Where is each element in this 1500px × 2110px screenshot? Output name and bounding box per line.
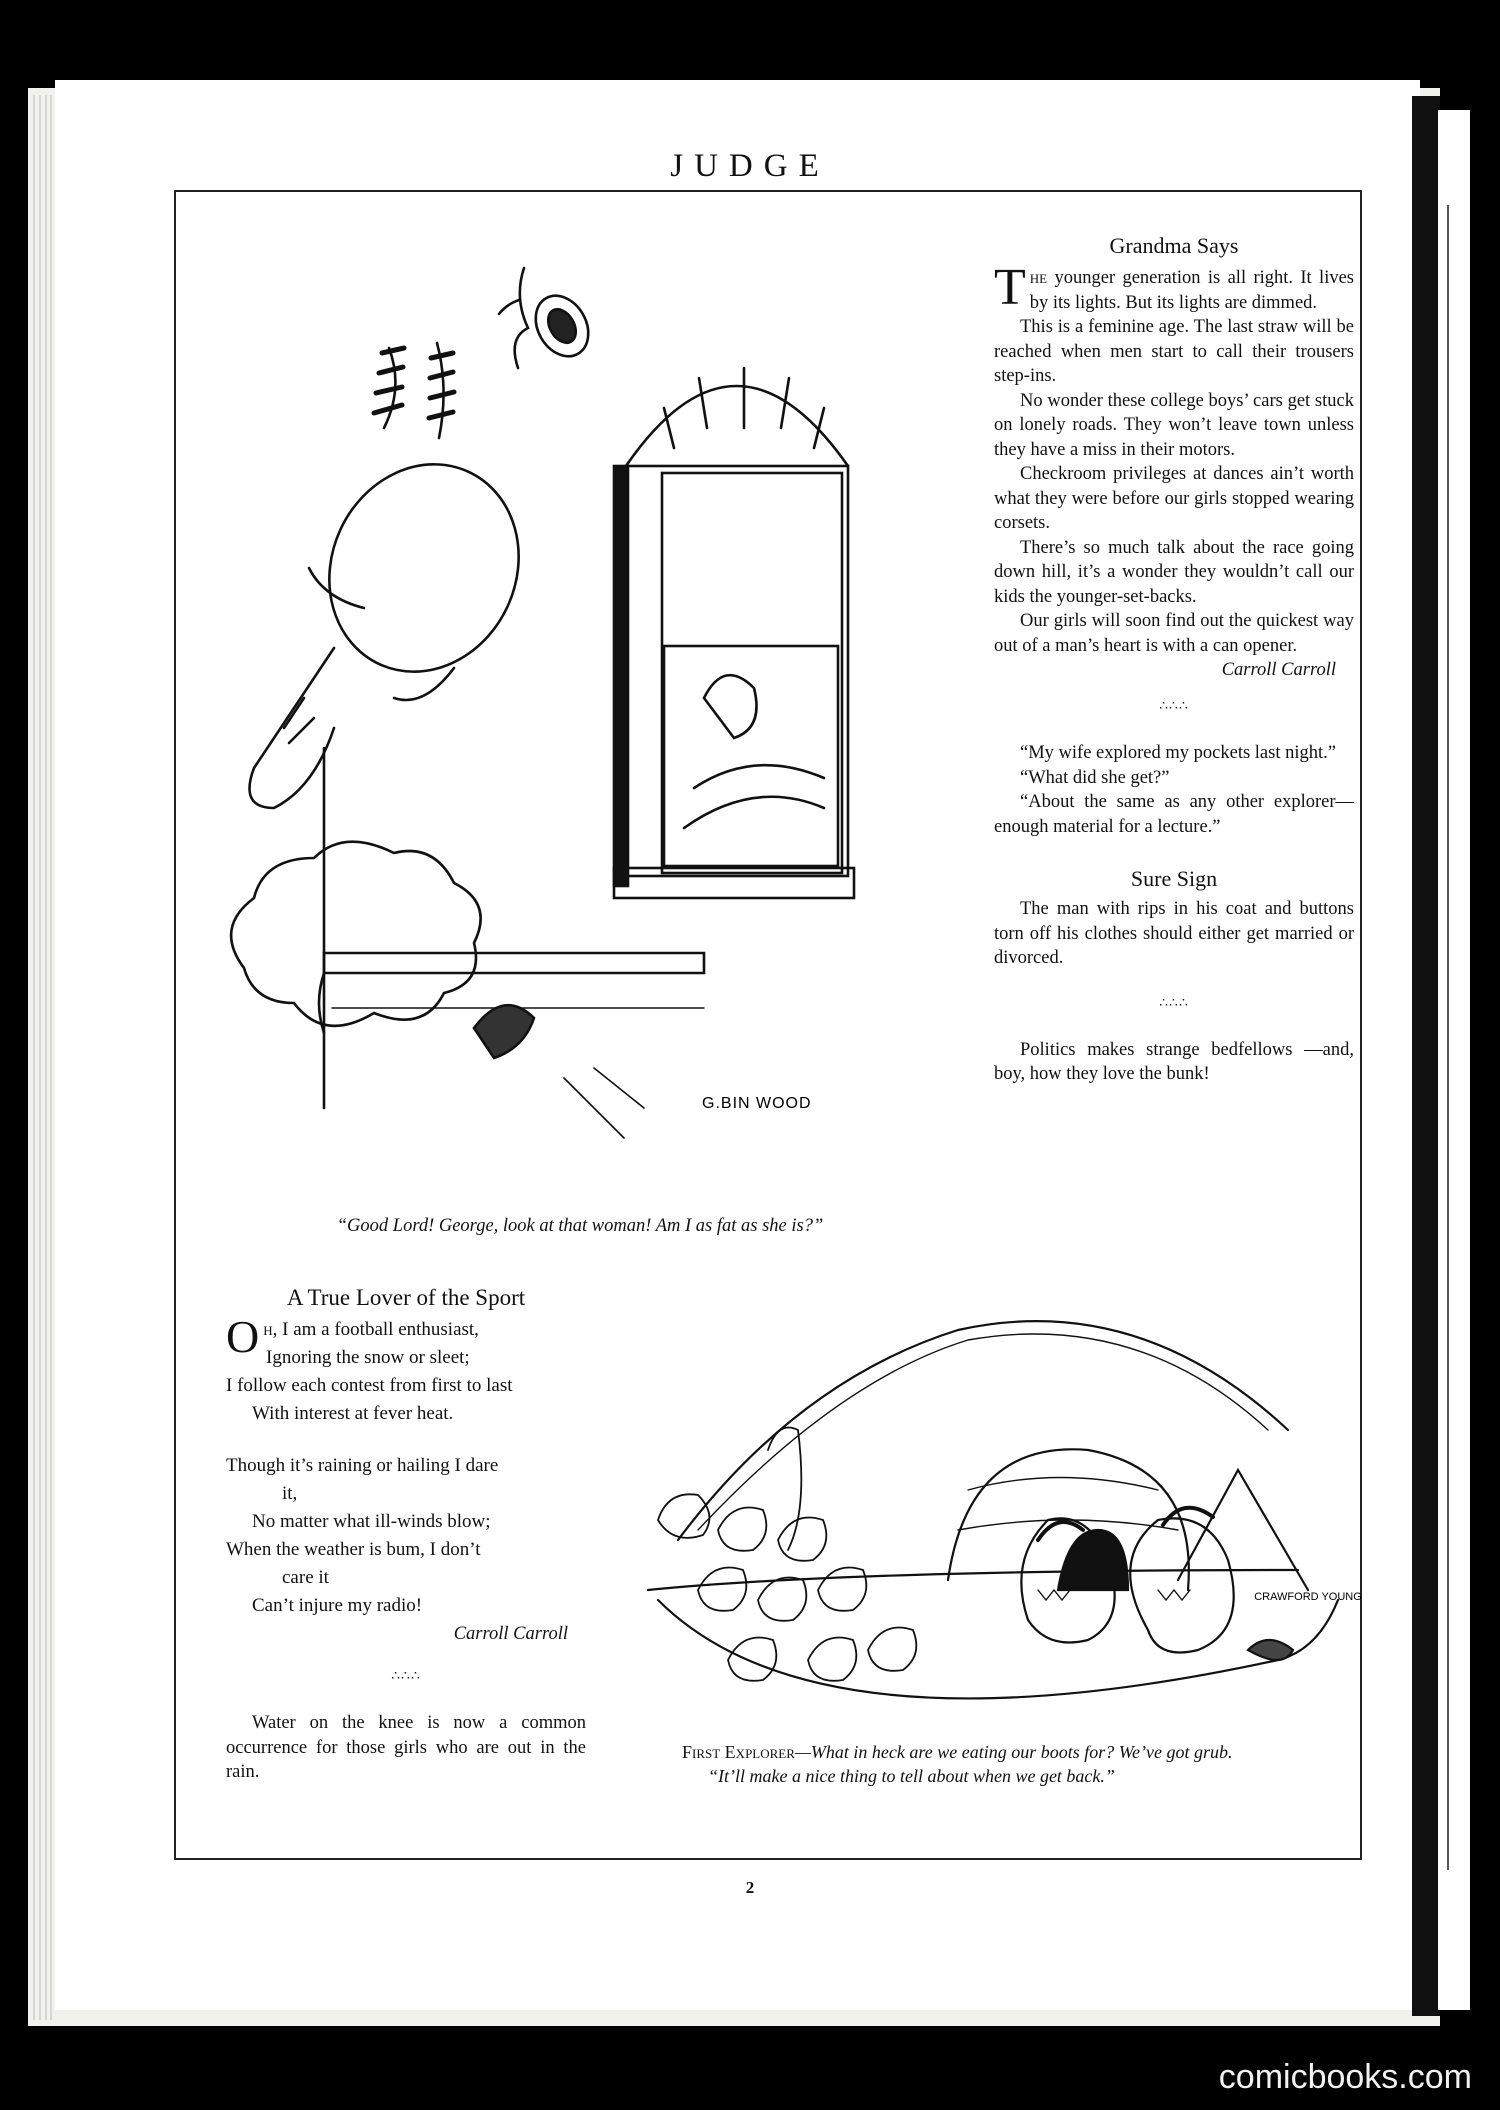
dinkus: ∴∴∴ [1159,699,1189,714]
grandma-says-article [994,232,1354,1087]
grandma-first-paragraph [994,259,1354,316]
cartoon2-caption [682,1740,1332,1788]
grandma-paragraph: Our girls will soon find out the quickest way out of a man’s heart is with a can opener. [994,611,1354,656]
grandma-paragraph: Checkroom privileges at dances ain’t worth what they were before our girls stopped wearing corsets. [994,464,1354,533]
dust-cloud-drawing [231,842,481,1026]
grandma-signature: Carroll Carroll [1221,660,1336,680]
page-number: 2 [745,1878,755,1897]
falling-woman-drawing [296,433,552,703]
next-page-edge [1438,110,1470,2010]
wife-joke [994,741,1354,839]
sure-sign-text: The man with rips in his coat and buttons torn off his clothes should either get married or divorced. [994,899,1354,968]
poem-dropcap: O [226,1311,260,1362]
poem-signature: Carroll Carroll [453,1624,568,1644]
poem-line: it, [282,1483,298,1504]
watermark: comicbooks.com [1218,2058,1472,2096]
dinkus: ∴∴∴ [391,1669,421,1684]
grandma-first-word: he [1029,268,1048,288]
cartoon2-caption-line1 [682,1740,1332,1764]
cartoon1-signature: G.BIN WOOD [702,1095,812,1112]
cartoon2-signature: CRAWFORD YOUNG [1254,1591,1362,1603]
grandma-paragraph: There’s so much talk about the race going down hill, it’s a wonder they wouldn’t call our kids the younger-set-backs. [994,537,1354,607]
wife-joke-line: “My wife explored my pockets last night.” [1020,743,1336,763]
building-window-drawing [626,466,848,876]
poem-first-text: , I am a football enthusiast, [272,1319,479,1340]
poem-line: No matter what ill-winds blow; [252,1511,491,1532]
poem-article [226,1284,586,1785]
poem-title: A True Lover of the Sport [286,1285,526,1310]
wife-joke-line: “What did she get?” [1020,767,1170,788]
poem-line: Ignoring the snow or sleet; [266,1347,470,1368]
politics-joke: Politics makes strange bedfellows —and, boy, how they love the bunk! [994,1039,1354,1084]
poem-line: care it [282,1567,329,1588]
grandma-title: Grandma Says [1109,233,1239,258]
cartoon-explorers-igloo [618,1290,1362,1750]
sure-sign-title: Sure Sign [1130,866,1218,891]
cartoon1-caption: “Good Lord! George, look at that woman! Am I as fat as she is?” [336,1216,824,1236]
dinkus: ∴∴∴ [1159,995,1189,1011]
cartoon-falling-woman [224,228,854,1208]
grandma-paragraph: No wonder these college boys’ cars get stuck on lonely roads. They won’t leave town unless they have a miss in their motors. [994,390,1354,460]
poem-line: Though it’s raining or hailing I dare [226,1455,499,1476]
poem-first-word: h [263,1319,273,1340]
poem-line: With interest at fever heat. [252,1403,454,1424]
poem-line: I follow each contest from first to last [226,1375,513,1396]
grandma-first-text: younger generation is all right. It lives by its lights. But its lights are dimmed. [1029,268,1354,313]
masthead: JUDGE [670,148,830,184]
water-joke: Water on the knee is now a common occurrence for those girls who are out in the rain. [226,1713,586,1782]
cartoon2-speaker: First Explorer [682,1742,795,1762]
wife-joke-line: “About the same as any other explorer—enough material for a lecture.” [994,792,1354,837]
cartoon2-line1: —What in heck are we eating our boots for? We’ve got grub. [794,1742,1233,1762]
poem-line: When the weather is bum, I don’t [226,1539,481,1560]
poem-line: Can’t injure my radio! [252,1595,423,1616]
cartoon2-line2: “It’ll make a nice thing to tell about when we get back.” [708,1766,1115,1786]
grandma-dropcap: T [994,259,1026,316]
binding-shadow [1412,96,1440,2016]
grandma-paragraph: This is a feminine age. The last straw will be reached when men start to call their trousers step-ins. [994,317,1354,386]
